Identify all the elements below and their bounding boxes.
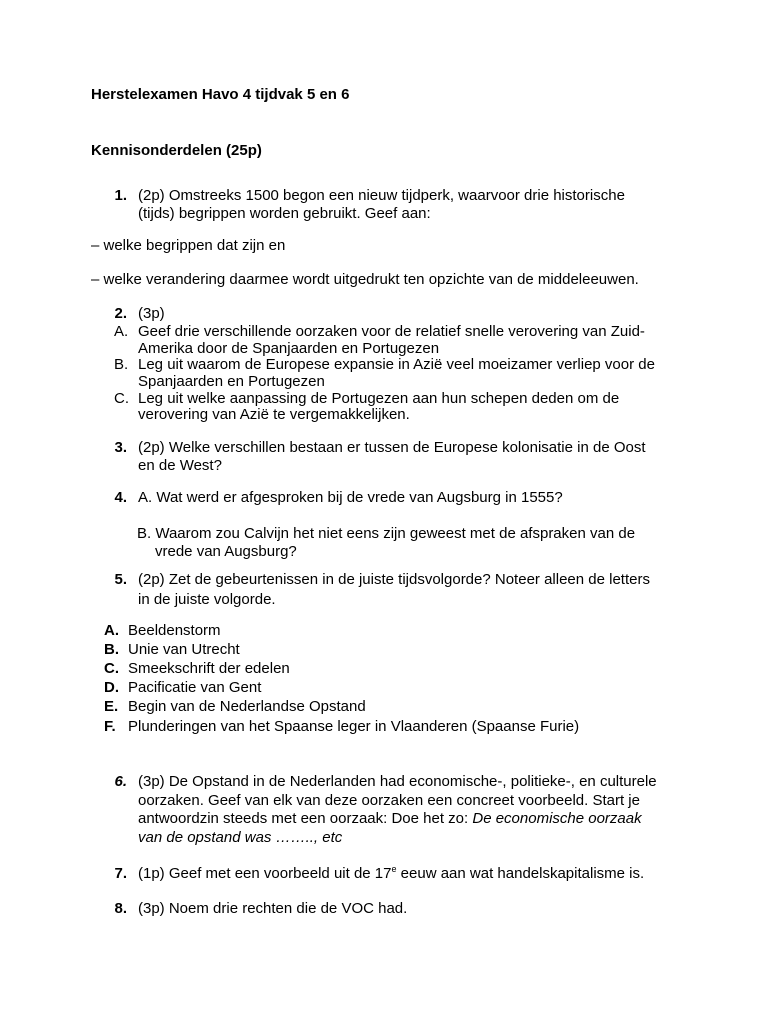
list-item: Beeldenstorm — [128, 622, 221, 639]
question-number: 5. — [114, 571, 127, 588]
question-text-line: (tijds) begrippen worden gebruikt. Geef aan: — [138, 205, 431, 222]
question-text-segment: (1p) Geef met een voorbeeld uit de 17 — [138, 865, 392, 882]
list-item: Plunderingen van het Spaanse leger in Vlaanderen (Spaanse Furie) — [128, 718, 580, 735]
sub-question-label: A. — [114, 323, 129, 340]
section-heading: Kennisonderdelen (25p) — [91, 142, 262, 159]
list-item-label: A. — [104, 622, 119, 639]
question-text-line: (3p) Noem drie rechten die de VOC had. — [138, 900, 408, 917]
question-number: 8. — [114, 900, 127, 917]
question-text-line — [138, 865, 644, 883]
question-text-line: in de juiste volgorde. — [138, 591, 276, 608]
sub-question-text: Leg uit welke aanpassing de Portugezen aan hun schepen deden om de — [138, 390, 620, 407]
sub-question-text: vrede van Augsburg? — [155, 543, 297, 560]
question-text-italic: De economische oorzaak — [472, 810, 642, 827]
question-dash-item: – welke verandering daarmee wordt uitgedrukt ten opzichte van de middeleeuwen. — [91, 271, 639, 288]
sub-question-text: Geef drie verschillende oorzaken voor de relatief snelle verovering van Zuid- — [138, 323, 645, 340]
question-number: 6. — [114, 773, 127, 790]
question-text-line: (2p) Omstreeks 1500 begon een nieuw tijdperk, waarvoor drie historische — [138, 187, 625, 204]
question-number: 2. — [114, 305, 127, 322]
list-item-label: C. — [104, 660, 119, 677]
sub-question-text: B. Waarom zou Calvijn het niet eens zijn geweest met de afspraken van de — [137, 525, 636, 542]
sub-question-text: verovering van Azië te vergemakkelijken. — [138, 406, 410, 423]
question-number: 7. — [114, 865, 127, 882]
question-text-line: (3p) De Opstand in de Nederlanden had economische-, politieke-, en culturele — [138, 773, 657, 790]
sub-question-label: C. — [114, 390, 129, 407]
sub-question-text: Leg uit waarom de Europese expansie in Azië veel moeizamer verliep voor de — [138, 356, 655, 373]
list-item: Begin van de Nederlandse Opstand — [128, 698, 366, 715]
question-text-line: (2p) Zet de gebeurtenissen in de juiste tijdsvolgorde? Noteer alleen de letters — [138, 571, 650, 588]
list-item: Smeekschrift der edelen — [128, 660, 290, 677]
list-item-label: F. — [104, 718, 116, 735]
sub-question-text: A. Wat werd er afgesproken bij de vrede van Augsburg in 1555? — [138, 489, 563, 506]
question-text-line: en de West? — [138, 457, 222, 474]
list-item-label: B. — [104, 641, 119, 658]
question-number: 1. — [114, 187, 127, 204]
question-dash-item: – welke begrippen dat zijn en — [91, 237, 286, 254]
question-number: 3. — [114, 439, 127, 456]
question-text-line: (2p) Welke verschillen bestaan er tussen de Europese kolonisatie in de Oost — [138, 439, 646, 456]
list-item: Unie van Utrecht — [128, 641, 240, 658]
question-text-line: van de opstand was …….., etc — [138, 829, 343, 846]
superscript: e — [391, 864, 397, 874]
question-text-line: oorzaken. Geef van elk van deze oorzaken een concreet voorbeeld. Start je — [138, 792, 640, 809]
question-number: 4. — [114, 489, 127, 506]
sub-question-text: Spanjaarden en Portugezen — [138, 373, 325, 390]
question-text-segment: antwoordzin steeds met een oorzaak: Doe het zo: — [138, 810, 473, 827]
question-points: (3p) — [138, 305, 165, 322]
sub-question-label: B. — [114, 356, 129, 373]
list-item-label: D. — [104, 679, 119, 696]
document-title: Herstelexamen Havo 4 tijdvak 5 en 6 — [91, 86, 350, 103]
question-text-line — [138, 810, 642, 828]
list-item: Pacificatie van Gent — [128, 679, 262, 696]
list-item-label: E. — [104, 698, 119, 715]
sub-question-text: Amerika door de Spanjaarden en Portugezen — [138, 340, 440, 357]
question-text-segment: eeuw aan wat handelskapitalisme is. — [396, 865, 645, 882]
